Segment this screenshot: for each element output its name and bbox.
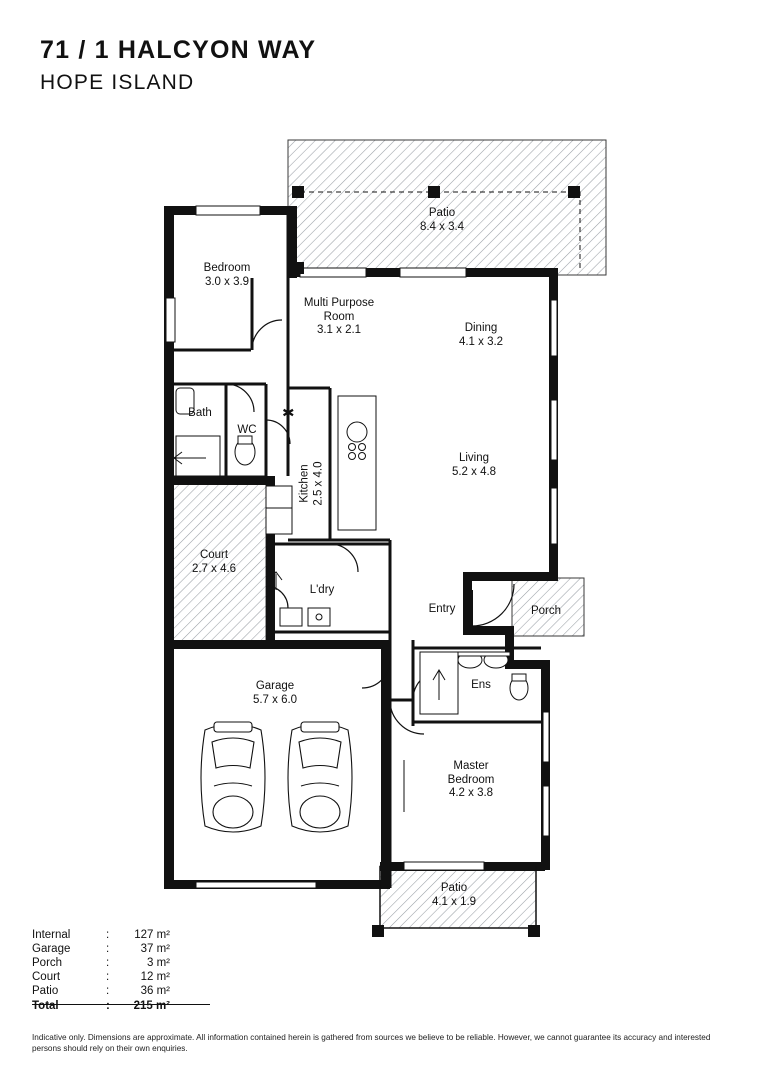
room-label-dining: Dining 4.1 x 3.2 [458,322,504,348]
disclaimer-text: Indicative only. Dimensions are approximate. All information contained herein is gathered from sources we believe to be reliable. However, we cannot guarantee its accuracy and interested persons should rely on their own enquiries. [32,1033,711,1054]
legend-value: 3 m² [147,957,170,969]
room-label-court: Court 2.7 x 4.6 [191,549,237,575]
room-label-kitchen: Kitchen 2.5 x 4.0 [298,461,324,506]
car-right [288,722,352,832]
legend-sep: : [106,943,110,955]
star-marker: ✱ [282,405,295,422]
legend-key: Internal [32,929,71,941]
legend-value: 12 m² [140,971,170,983]
room-label-garage: Garage 5.7 x 6.0 [252,680,298,706]
room-label-ensuite: Ens [471,679,491,691]
property-suburb: HOPE ISLAND [40,71,195,94]
room-label-multi-purpose-room: Multi Purpose Room 3.1 x 2.1 [303,297,375,337]
legend-row [32,956,174,970]
legend-value: 127 m² [134,929,170,941]
legend-sep: : [106,985,110,997]
legend-total-key: Total [32,1000,59,1012]
room-label-living: Living 5.2 x 4.8 [451,452,497,478]
legend-total-value: 215 m² [133,1000,170,1012]
legend-key: Garage [32,943,71,955]
legend-total-row [32,998,174,1013]
legend-row [32,970,174,984]
room-label-patio-front: Patio 4.1 x 1.9 [431,882,477,908]
area-legend [32,928,174,1013]
legend-value: 37 m² [140,943,170,955]
legend-key: Court [32,971,61,983]
legend-sep: : [106,971,110,983]
legend-sep: : [106,957,110,969]
room-label-entry: Entry [428,603,456,615]
room-label-wc: WC [237,424,257,436]
room-label-master-bedroom: Master Bedroom 4.2 x 3.8 [447,760,495,800]
room-label-porch: Porch [530,605,562,617]
legend-sep: : [106,929,110,941]
legend-row [32,942,174,956]
room-label-bedroom: Bedroom 3.0 x 3.9 [203,262,251,288]
legend-value: 36 m² [140,985,170,997]
legend-row [32,928,174,942]
legend-divider [32,1004,210,1005]
room-label-bath: Bath [188,407,212,419]
room-label-patio-rear: Patio 8.4 x 3.4 [419,207,465,233]
legend-row [32,984,174,998]
property-address: 71 / 1 HALCYON WAY [40,36,317,64]
room-label-laundry: L'dry [309,584,335,596]
car-left [201,722,265,832]
legend-key: Porch [32,957,63,969]
laundry-fixtures [270,572,330,626]
legend-total-sep: : [106,1000,110,1012]
legend-key: Patio [32,985,59,997]
